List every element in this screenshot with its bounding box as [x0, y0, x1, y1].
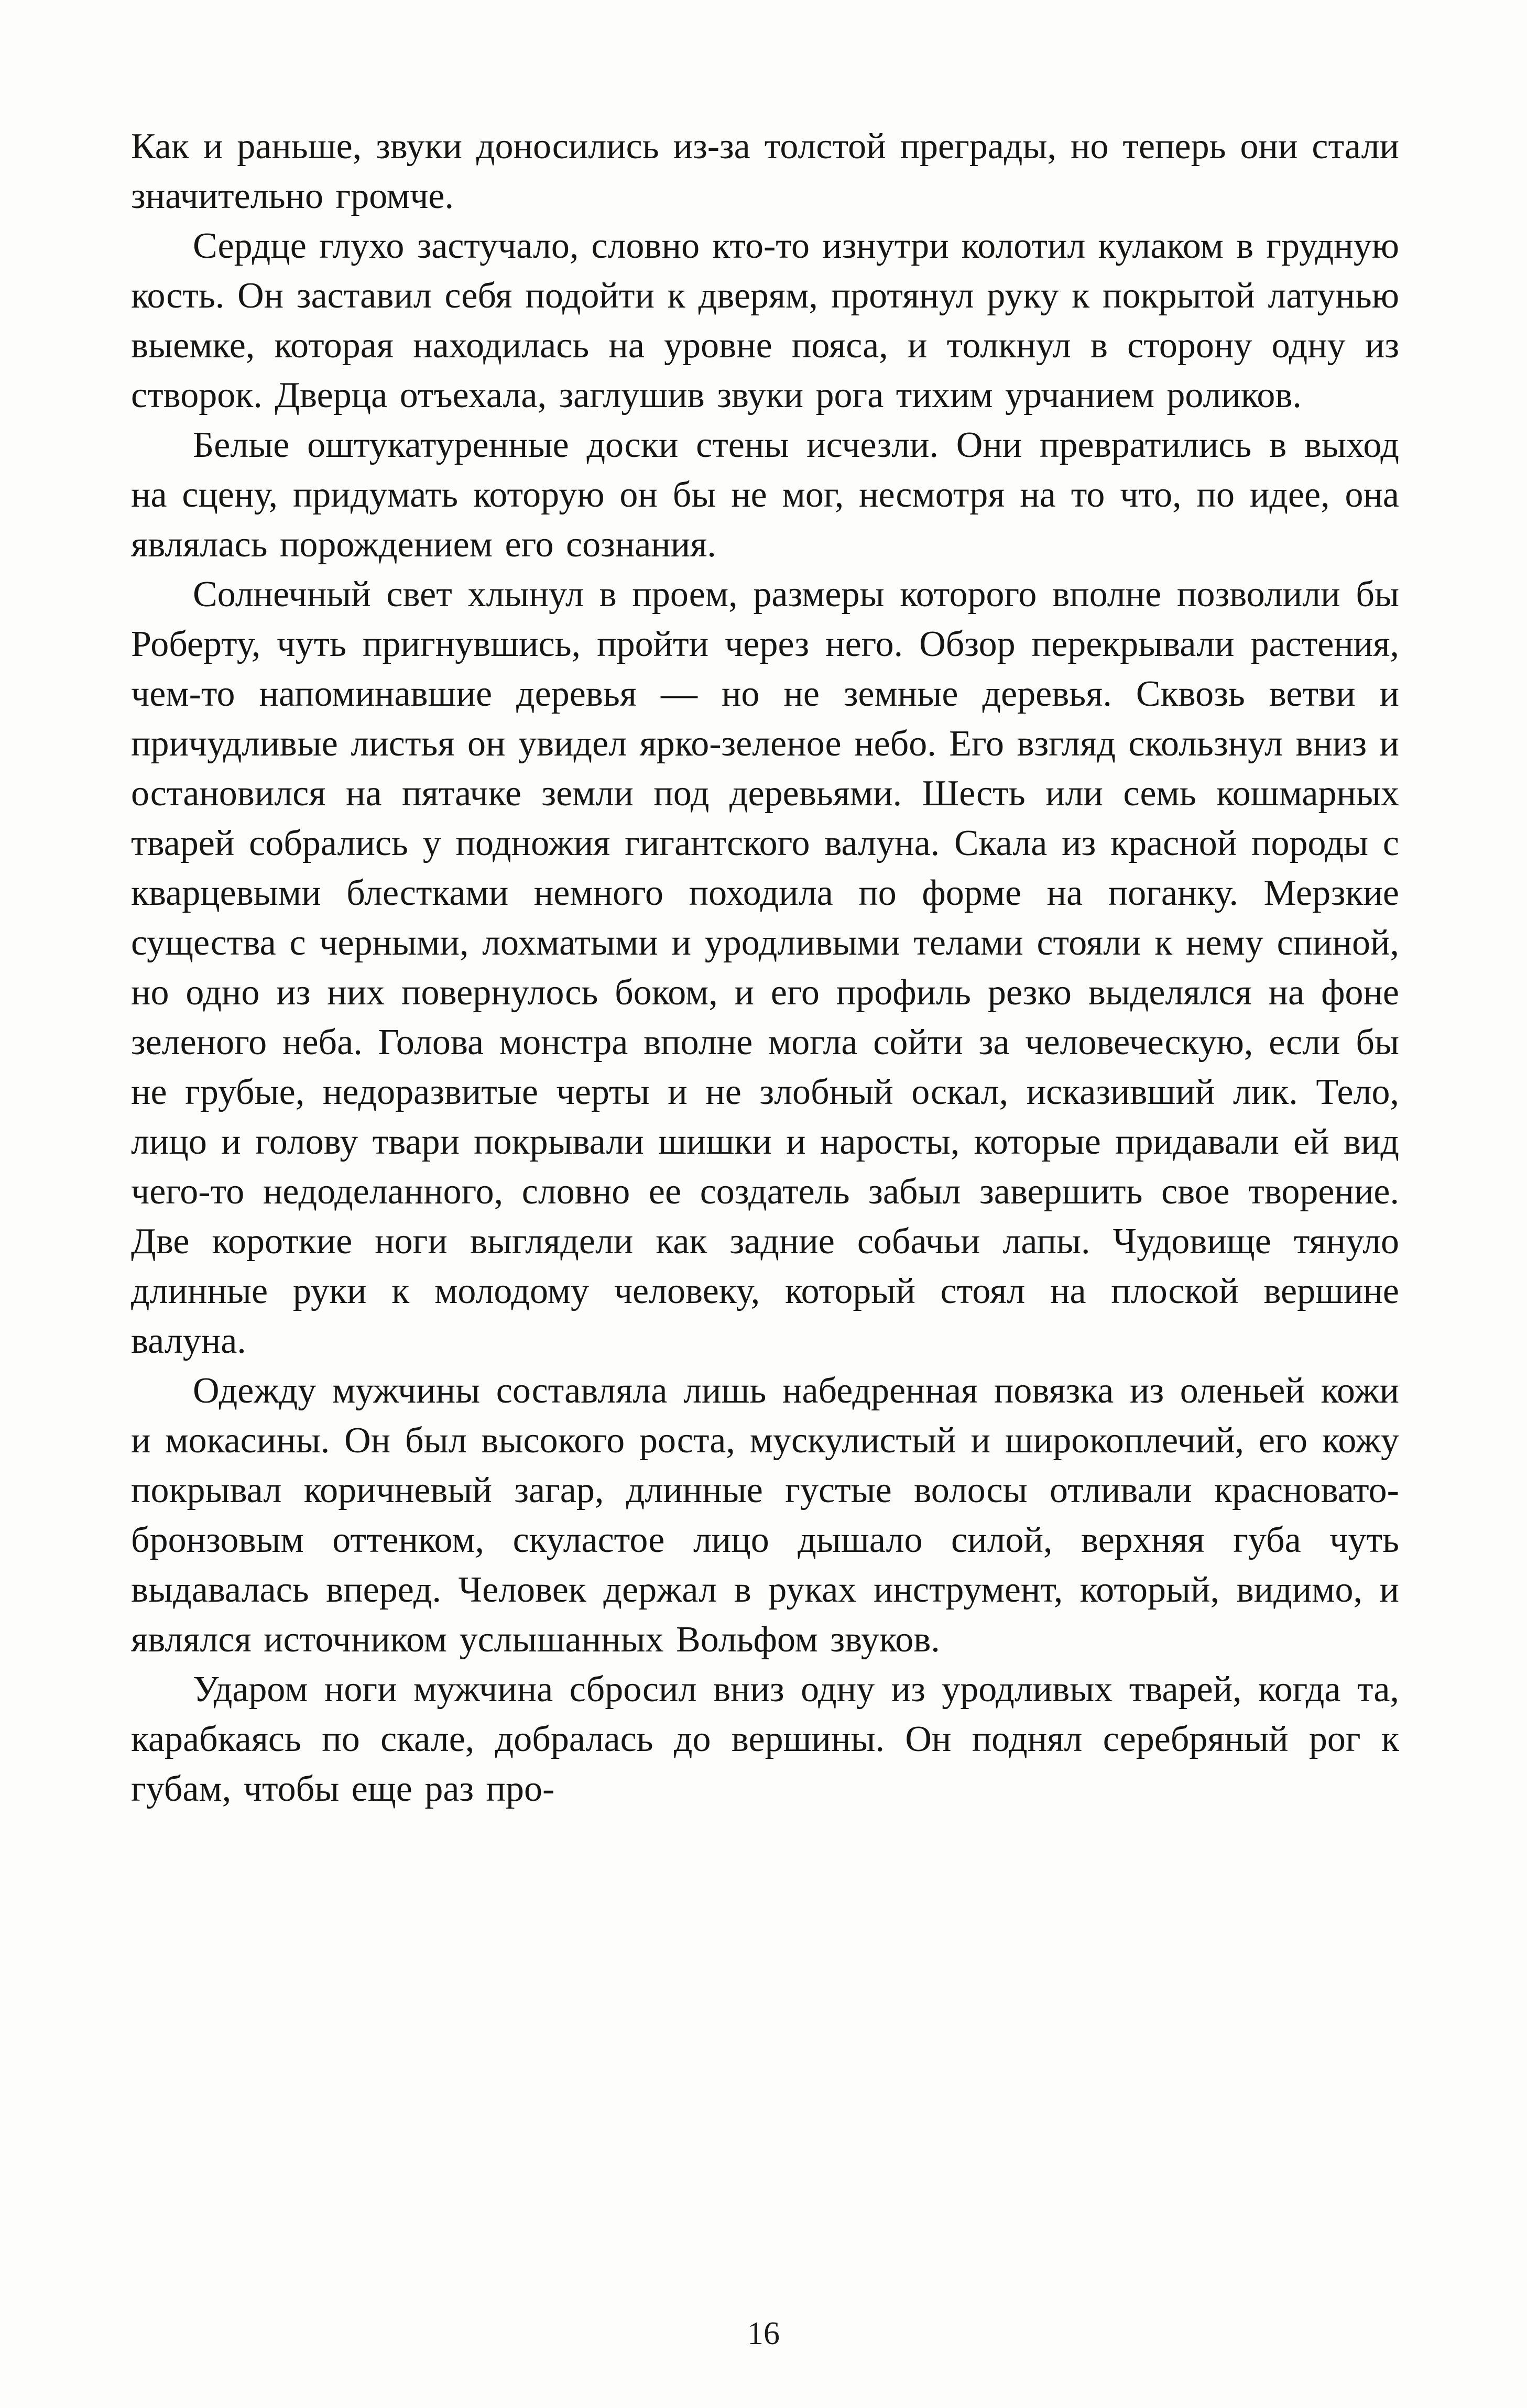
paragraph-6: Ударом ноги мужчина сбросил вниз одну из уродливых тварей, когда та, карабкаясь по скале, добралась до вершины. Он поднял серебряный рог к губам, чтобы еще раз про- — [131, 1669, 1399, 1809]
paragraph-2: Сердце глухо застучало, словно кто-то изнутри колотил кулаком в грудную кость. Он заставил себя подойти к дверям, протянул руку к покрытой латунью выемке, которая находилась на уровне пояса, и толкнул в сторону одну из створок. Дверца отъехала, заглушив звуки рога тихим урчанием роликов. — [131, 226, 1399, 415]
paragraph-4: Солнечный свет хлынул в проем, размеры которого вполне позволили бы Роберту, чуть пригнувшись, пройти через него. Обзор перекрывали растения, чем-то напоминавшие деревья — но не земные деревья. Сквозь ветви и причудливые листья он увидел ярко-зеленое небо. Его взгляд скользнул вниз и остановился на пятачке земли под деревьями. Шесть или семь кошмарных тварей собрались у подножия гигантского валуна. Скала из красной породы с кварцевыми блестками немного походила по форме на поганку. Мерзкие существа с черными, лохматыми и уродливыми телами стояли к нему спиной, но одно из них повернулось боком, и его профиль резко выделялся на фоне зеленого неба. Голова монстра вполне могла сойти за человеческую, если бы не грубые, недоразвитые черты и не злобный оскал, исказивший лик. Тело, лицо и голову твари покрывали шишки и наросты, которые придавали ей вид чего-то недоделанного, словно ее создатель забыл завершить свое творение. Две короткие ноги выглядели как задние собачьи лапы. Чудовище тянуло длинные руки к молодому человеку, который стоял на плоской вершине валуна. — [131, 574, 1399, 1361]
paragraph-3: Белые оштукатуренные доски стены исчезли. Они превратились в выход на сцену, придумать которую он бы не мог, несмотря на то что, по идее, она являлась порождением его сознания. — [131, 425, 1399, 565]
paragraph-5: Одежду мужчины составляла лишь набедренная повязка из оленьей кожи и мокасины. Он был высокого роста, мускулистый и широкоплечий, его кожу покрывал коричневый загар, длинные густые волосы отливали красновато-бронзовым оттенком, скуластое лицо дышало силой, верхняя губа чуть выдавалась вперед. Человек держал в руках инструмент, который, видимо, и являлся источником услышанных Вольфом звуков. — [131, 1371, 1399, 1660]
body-text — [131, 122, 1399, 1814]
paragraph-1: Как и раньше, звуки доносились из-за толстой преграды, но теперь они стали значительно громче. — [131, 126, 1399, 216]
page-number: 16 — [747, 2316, 780, 2351]
